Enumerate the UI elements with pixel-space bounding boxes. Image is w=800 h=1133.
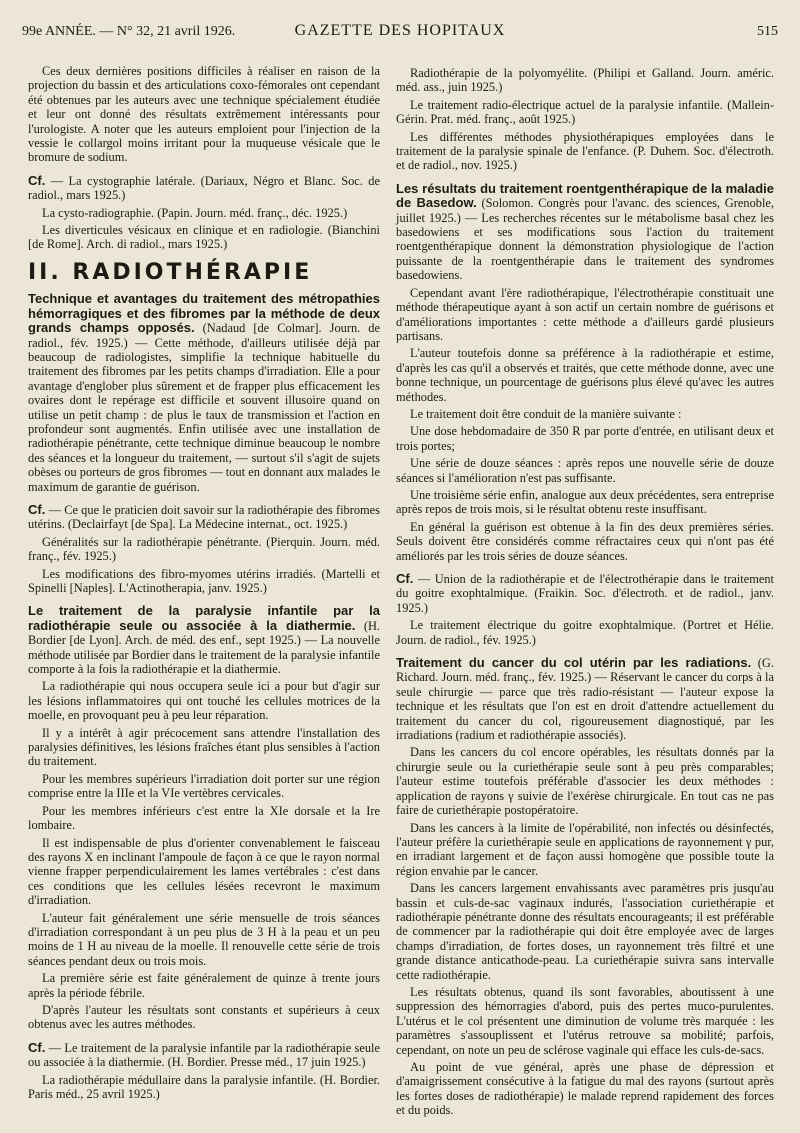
article-heading: Traitement du cancer du col utérin par les radiations. [396, 655, 752, 671]
paragraph: Au point de vue général, après une phase de dépression et d'amaigrissement consécutive à la fatigue du mal des rayons (surtout après les fortes doses de radiothérapie) le malade reprend rapidement des forces et du poids. [396, 1060, 774, 1118]
page-header [22, 20, 778, 46]
article-reference: (Nadaud [de Colmar]. Journ. de radiol., fév. 1925.) [28, 321, 381, 350]
reference: La radiothérapie médullaire dans la paralysie infantile. (H. Bordier. Paris méd., 25 avril 1925.) [28, 1072, 380, 1101]
article [396, 182, 774, 283]
paragraph: En général la guérison est obtenue à la fin des deux premières séries. Seuls doivent être considérés comme réfractaires ceux qui n'ont pas été améliorés par les trois séries de douze séances. [396, 519, 774, 563]
reference-text: — Le traitement de la paralysie infantile par la radiothérapie seule ou associée à la diathermie. (H. Bordier. Presse méd., 17 juin 1925.) [28, 1040, 380, 1070]
paragraph: Dans les cancers à la limite de l'opérabilité, non infectés ou désinfectés, l'auteur préfère la curiethérapie seule en applications de rayonnement γ pur, en irradiant largement et de façon aussi homogène que possible toute la région envahie par le cancer. [396, 820, 774, 878]
reference-text: — Ce que le praticien doit savoir sur la radiothérapie des fibromes utérins. (Declairfayt [de Spa]. La Médecine internat., oct. 1925.) [28, 502, 380, 532]
paragraph: Cependant avant l'ère radiothérapique, l'électrothérapie constituait une méthode thérapeutique ayant à son actif un certain nombre de guérisons et d'améliorations importantes : cette méthode a d'ailleurs gardé plusieurs partisans. [396, 285, 774, 343]
paragraph: Une série de douze séances : après repos une nouvelle série de douze séances si l'amélioration n'est pas suffisante. [396, 456, 774, 485]
reference: Radiothérapie de la polyomyélite. (Philipi et Galland. Journ. améric. méd. ass., juin 1925.) [396, 66, 774, 95]
paragraph: Pour les membres supérieurs l'irradiation doit porter sur une région comprise entre la IIIe et la VIe vertèbres cervicales. [28, 771, 380, 801]
cf-label: Cf. [28, 172, 46, 188]
page-number: 515 [757, 24, 778, 39]
article-reference: (Solomon. Congrès pour l'avanc. des sciences, Grenoble, juillet 1925.) [396, 196, 774, 225]
reference [28, 174, 380, 203]
reference: Les différentes méthodes physiothérapiques employées dans le traitement de la paralysie spinale de l'enfance. (P. Duhem. Soc. d'électroth. et de radiol., nov. 1925.) [396, 129, 774, 173]
article [28, 292, 380, 494]
left-column [28, 64, 380, 1104]
paragraph: Ces deux dernières positions difficiles à réaliser en raison de la projection du bassin et des articulations coxo-fémorales ont cependant été obtenues par les auteurs avec une technique spécialement étudiée et leur ont donné des résultats extrêmement intéressants pour l'urologiste. A noter que les auteurs emploient pour l'injection de la vessie le collargol moins irritant pour la muqueuse vésicale que le bromure de sodium. [28, 64, 380, 165]
article [28, 604, 380, 676]
reference-text: — La cystographie latérale. (Dariaux, Négro et Blanc. Soc. de radiol., mars 1925.) [28, 173, 380, 203]
cf-label: Cf. [28, 1039, 46, 1055]
journal-title: GAZETTE DES HOPITAUX [294, 22, 506, 39]
section-title: II. RADIOTHÉRAPIE [28, 259, 313, 285]
paragraph: L'auteur toutefois donne sa préférence à la radiothérapie et estime, d'après les cas qu'il a observés et traités, que cette méthode donne, avec une bonne technique, un pourcentage de guérisons plus élevé qu'avec les autres méthodes. [396, 346, 774, 404]
paragraph: Le traitement doit être conduit de la manière suivante : [410, 406, 682, 421]
reference-text: — Union de la radiothérapie et de l'électrothérapie dans le traitement du goitre exophtalmique. (Fraikin. Soc. d'électroth. et de radiol., janv. 1925.) [396, 572, 774, 615]
paragraph: Il y a intérêt à agir précocement sans attendre l'installation des paralysies définitives, les lésions fraîches étant plus sensibles à l'action du traitement. [28, 725, 380, 769]
reference [28, 503, 380, 532]
paragraph: Une dose hebdomadaire de 350 R par porte d'entrée, en utilisant deux et trois portes; [396, 424, 774, 453]
article-body: — Cette méthode, d'ailleurs utilisée déjà par beaucoup de radiologistes, simplifie la technique habituelle du traitement des fibromes par les petits champs d'irradiation. Elle a pour avantage d'englober plus sûrement et de frapper plus efficacement les ovaires dont le repérage est difficile et souvent illusoire quand on utilise un petit champ : de plus le taux de transmission et l'action en profondeur sont augmentés. Enfin utilisée avec une installation de radiothérapie pénétrante, cette technique diminue beaucoup le nombre des séances et la longueur du traitement, — surtout s'il s'agit de sujets obèses ou porteurs de gros fibromes — tout en donnant aux malades le maximum de garantie de guérison. [28, 335, 380, 494]
right-column [396, 66, 774, 1121]
reference: Le traitement électrique du goitre exophtalmique. (Portret et Hélie. Journ. de radiol., fév. 1925.) [396, 618, 774, 647]
article-heading: Technique et avantages du traitement des métropathies hémorragiques et des fibromes par la méthode de deux grands champs opposés. [28, 291, 380, 336]
paragraph: La première série est faite généralement de quinze à trente jours après la période fébrile. [28, 971, 380, 1000]
paragraph: Les résultats obtenus, quand ils sont favorables, aboutissent à une suppression des hémorragies d'abord, puis des pertes muco-purulentes. L'utérus et le col présentent une diminution de volume très marquée : les paramètres s'assouplissent et l'utérus retrouve sa mobilité; parfois, cependant, on note un peu de sclérose vaginale qui efface les culs-de-sacs. [396, 984, 774, 1057]
paragraph: Une troisième série enfin, analogue aux deux précédentes, sera entreprise après repos de trois mois, si le résultat obtenu reste insuffisant. [396, 487, 774, 517]
reference: La cysto-radiographie. (Papin. Journ. méd. franç., déc. 1925.) [42, 205, 348, 220]
article [396, 656, 774, 742]
reference: Les diverticules vésicaux en clinique et en radiologie. (Bianchini [de Rome]. Arch. di radiol., mars 1925.) [28, 223, 380, 252]
paragraph: La radiothérapie qui nous occupera seule ici a pour but d'agir sur les lésions inflammatoires qui ont touché les cellules motrices de la moelle, en provoquant peu à peu leur réparation. [28, 679, 380, 723]
paragraph: Pour les membres inférieurs c'est entre la XIe dorsale et la Ire lombaire. [28, 803, 380, 833]
paragraph: D'après l'auteur les résultats sont constants et supérieurs à ceux obtenus avec les autres méthodes. [28, 1002, 380, 1032]
cf-label: Cf. [28, 501, 46, 517]
article-heading: Le traitement de la paralysie infantile par la radiothérapie seule ou associée à la diathermie. [28, 603, 380, 633]
reference [28, 1041, 380, 1070]
article-body: — La nouvelle méthode utilisée par Bordier dans le traitement de la paralysie infantile comporte à la fois la radiothérapie et la diathermie. [28, 633, 380, 677]
reference: Généralités sur la radiothérapie pénétrante. (Pierquin. Journ. méd. franç., fév. 1925.) [28, 534, 380, 564]
article-reference: (H. Bordier [de Lyon]. Arch. de méd. des enf., sept 1925.) [28, 618, 380, 648]
paragraph: L'auteur fait généralement une série mensuelle de trois séances d'irradiation correspondant à un peu plus de 3 H à la peau et un peu moins de 1 H au niveau de la moelle. Il renouvelle cette série de trois séances pendant deux ou trois mois. [28, 910, 380, 968]
issue-line: 99e ANNÉE. — N° 32, 21 avril 1926. [22, 24, 236, 39]
article-reference: (G. Richard. Journ. méd. franç., fév. 1925.) [396, 656, 774, 685]
paragraph: Dans les cancers du col encore opérables, les résultats donnés par la chirurgie seule ou la curiethérapie seule sont à peu près comparables; l'auteur estime toutefois préférable d'associer les deux méthodes : application de rayons γ suivie de l'exérèse chirurgicale. En tout cas ne pas faire de curiethérapie postopératoire. [396, 745, 774, 818]
article-heading: Les résultats du traitement roentgenthérapique de la maladie de Basedow. [396, 180, 774, 211]
article-body: — Les recherches récentes sur le métabolisme basal chez les basedowiens et ses modifications sous l'action du traitement roentgenthérapique donnent la démonstration physiologique de l'action puissante de la roentgenthérapie dans le traitement des syndromes basedowiens. [396, 210, 775, 283]
paragraph: Dans les cancers largement envahissants avec paramètres pris jusqu'au bassin et culs-de-sac vaginaux indurés, l'association curiethérapie et radiothérapie pénétrante donne des résultats encourageants; il est préférable de commencer par la radiothérapie qui doit être employée avec de larges champs d'irradiation, de fortes doses, un rayonnement très filtré et une grande distance anticathode-peau. La curiethérapie suivra sans intervalle cette radiothérapie. [396, 881, 774, 982]
reference: Le traitement radio-électrique actuel de la paralysie infantile. (Mallein-Gérin. Prat. méd. franç., août 1925.) [396, 97, 774, 127]
paragraph: Il est indispensable de plus d'orienter convenablement le faisceau des rayons X en inclinant l'ampoule de façon à ce que le rayon normal vienne frapper perpendiculairement les lames vertébrales : c'est dans ces conditions que les cellules lésées recevront le maximum d'irradiation. [28, 835, 380, 908]
reference [396, 572, 774, 615]
article-body: — Réservant le cancer du corps à la seule chirurgie — parce que très radio-résistant — l'auteur expose la technique et les résultats que l'on est en droit d'attendre actuellement du traitement du cancer du col, rigoureusement diagnostiqué, par les irradiations (radium et radiothérapie associés). [396, 670, 774, 743]
cf-label: Cf. [396, 571, 414, 586]
reference: Les modifications des fibro-myomes utérins irradiés. (Martelli et Spinelli [Naples]. L'Actinotherapia, janv. 1925.) [28, 566, 380, 595]
